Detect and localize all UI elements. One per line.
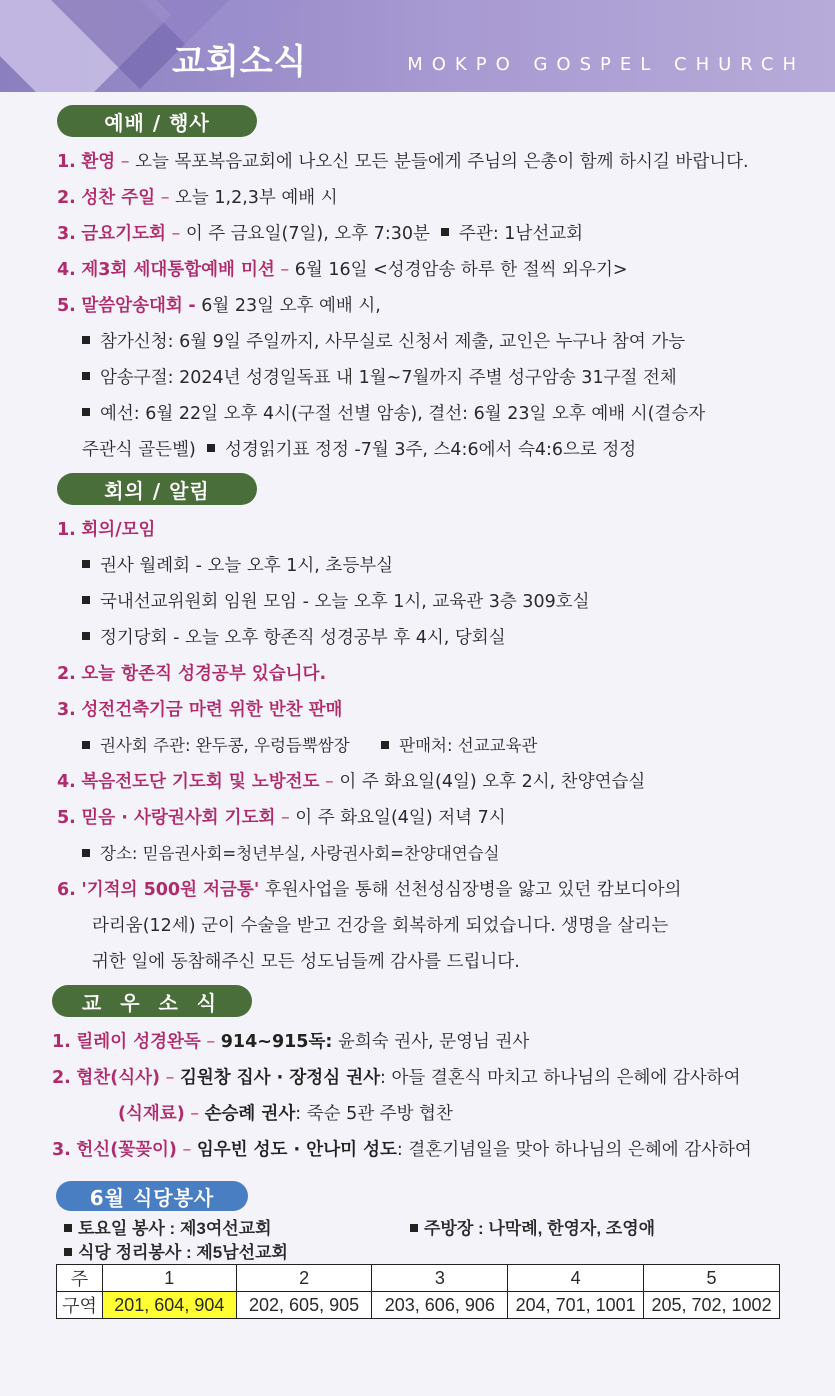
list-item: 2. 협찬(식사) – 김원창 집사 · 장정심 권사: 아들 결혼식 마치고 하나님의 은혜에 감사하여 [52, 1068, 741, 1088]
list-subitem: 장소: 믿음권사회=청년부실, 사랑권사회=찬양대연습실 [82, 842, 500, 866]
table-header-cell: 구역 [57, 1292, 103, 1319]
list-subitem: 암송구절: 2024년 성경일독표 내 1월~7월까지 주별 성구암송 31구절 전체 [82, 366, 677, 390]
list-item: 1. 릴레이 성경완독 – 914~915독: 윤희숙 권사, 문영님 권사 [52, 1032, 530, 1052]
bullet-icon [82, 741, 90, 749]
list-item: 1. 환영 – 오늘 목포복음교회에 나오신 모든 분들에게 주님의 은총이 함께 하시길 바랍니다. [57, 152, 749, 172]
list-item: 4. 제3회 세대통합예배 미션 – 6월 16일 <성경암송 하루 한 절씩 외우기> [57, 260, 628, 280]
list-subitem: 정기당회 - 오늘 오후 항존직 성경공부 후 4시, 당회실 [82, 626, 506, 650]
service-saturday: 토요일 봉사 : 제3여선교회 [64, 1214, 272, 1239]
page-title: 교회소식 [172, 42, 308, 82]
list-subitem: 국내선교위원회 임원 모임 - 오늘 오후 1시, 교육관 3층 309호실 [82, 590, 590, 614]
bullet-icon [82, 849, 90, 857]
list-item-continued: 라리움(12세) 군이 수술을 받고 건강을 회복하게 되었습니다. 생명을 살리는 [92, 916, 669, 936]
bullet-icon [82, 560, 90, 568]
section-title-meeting: 회의 / 알림 [57, 473, 257, 505]
list-subitem: 참가신청: 6월 9일 주일까지, 사무실로 신청서 제출, 교인은 누구나 참여 가능 [82, 330, 685, 354]
bullet-icon [410, 1224, 418, 1232]
bullet-icon [82, 632, 90, 640]
service-schedule-table [56, 1264, 780, 1319]
list-item: 5. 말씀암송대회 - 6월 23일 오후 예배 시, [57, 296, 381, 316]
bullet-icon [82, 408, 90, 416]
bullet-icon [64, 1224, 72, 1232]
list-item-continued: 귀한 일에 동참해주신 모든 성도님들께 감사를 드립니다. [92, 952, 520, 972]
list-subitem: 예선: 6월 22일 오후 4시(구절 선별 암송), 결선: 6월 23일 오후 예배 시(결승자 [82, 402, 705, 426]
bullet-icon [441, 228, 449, 236]
table-cell: 5 [644, 1265, 780, 1292]
list-item: 1. 회의/모임 [57, 520, 156, 540]
list-item: 5. 믿음 · 사랑권사회 기도회 – 이 주 화요일(4일) 저녁 7시 [57, 808, 506, 828]
table-cell: 202, 605, 905 [236, 1292, 372, 1319]
table-cell: 204, 701, 1001 [508, 1292, 644, 1319]
section-title-service: 6월 식당봉사 [56, 1181, 248, 1211]
table-cell: 203, 606, 906 [372, 1292, 508, 1319]
table-row [57, 1265, 780, 1292]
bullet-icon [82, 336, 90, 344]
list-item: 6. '기적의 500원 저금통' 후원사업을 통해 선천성심장병을 앓고 있던 캄보디아의 [57, 880, 682, 900]
list-item: 3. 금요기도회 – 이 주 금요일(7일), 오후 7:30분 주관: 1남선교회 [57, 224, 584, 244]
list-item: 3. 헌신(꽃꽂이) – 임우빈 성도 · 안나미 성도: 결혼기념일을 맞아 하나님의 은혜에 감사하여 [52, 1140, 752, 1160]
table-cell: 3 [372, 1265, 508, 1292]
table-cell: 205, 702, 1002 [644, 1292, 780, 1319]
list-subitem: 권사 월례회 - 오늘 오후 1시, 초등부실 [82, 554, 393, 578]
bullet-icon [64, 1248, 72, 1256]
list-item: 2. 오늘 항존직 성경공부 있습니다. [57, 664, 327, 684]
table-header-cell: 주 [57, 1265, 103, 1292]
church-name: MOKPO GOSPEL CHURCH [407, 54, 805, 75]
table-cell: 2 [236, 1265, 372, 1292]
bullet-icon [82, 596, 90, 604]
list-item-continued: (식재료) – 손승례 권사: 죽순 5관 주방 협찬 [118, 1104, 453, 1124]
bullet-icon [82, 372, 90, 380]
table-cell-highlighted: 201, 604, 904 [102, 1292, 236, 1319]
section-title-members: 교 우 소 식 [52, 985, 252, 1017]
header-banner [0, 0, 835, 92]
bullet-icon [207, 444, 215, 452]
service-cleanup: 식당 정리봉사 : 제5남선교회 [64, 1238, 288, 1263]
table-row [57, 1292, 780, 1319]
bullet-icon [381, 741, 389, 749]
list-item: 2. 성찬 주일 – 오늘 1,2,3부 예배 시 [57, 188, 338, 208]
list-item: 4. 복음전도단 기도회 및 노방전도 – 이 주 화요일(4일) 오후 2시, 찬양연습실 [57, 772, 646, 792]
table-cell: 1 [102, 1265, 236, 1292]
service-chief: 주방장 : 나막례, 한영자, 조영애 [410, 1214, 655, 1239]
list-subitem: 주관식 골든벨) 성경읽기표 정정 -7월 3주, 스4:6에서 슥4:6으로 정정 [82, 440, 637, 460]
section-title-worship: 예배 / 행사 [57, 105, 257, 137]
table-cell: 4 [508, 1265, 644, 1292]
list-item: 3. 성전건축기금 마련 위한 반찬 판매 [57, 700, 343, 720]
list-subitem: 권사회 주관: 완두콩, 우렁듬뿍쌈장 판매처: 선교교육관 [82, 734, 538, 758]
